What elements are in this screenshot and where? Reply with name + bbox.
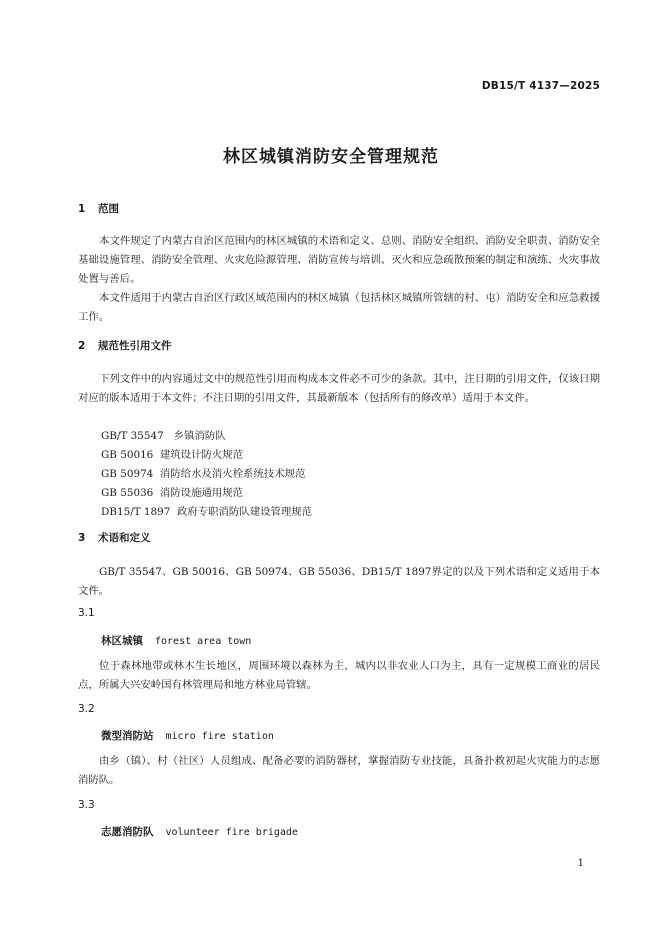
reference-code: GB 50016: [101, 449, 154, 461]
section-heading-terms: [78, 530, 151, 545]
section-title: 范围: [98, 203, 119, 215]
term-definition: 位于森林地带或林木生长地区，周围环境以森林为主，城内以非农业人口为主，具有一定规模工商业的居民点，所属大兴安岭国有林管理局和地方林业局管辖。: [78, 660, 600, 691]
section-title: 术语和定义: [98, 532, 151, 544]
term-chinese: 林区城镇: [101, 635, 143, 647]
term-entry: [101, 824, 298, 839]
section-number: 2: [78, 340, 86, 352]
references-intro-paragraph: 下列文件中的内容通过文中的规范性引用而构成本文件必不可少的条款。其中，注日期的引用文件，仅该日期对应的版本适用于本文件；不注日期的引用文件，其最新版本（包括所有的修改单）适用于本文件。: [78, 373, 600, 404]
term-definition: 由乡（镇）、村（社区）人员组成、配备必要的消防器材，掌握消防专业技能，具备扑救初起火灾能力的志愿消防队。: [78, 755, 600, 786]
term-entry: [101, 728, 274, 743]
reference-item: [101, 484, 243, 503]
section-heading-scope: [78, 201, 119, 216]
document-code: DB15/T 4137—2025: [481, 80, 600, 92]
reference-title: 消防给水及消火栓系统技术规范: [159, 468, 306, 480]
reference-code: GB/T 35547: [101, 430, 164, 442]
scope-paragraph-1: 本文件规定了内蒙古自治区范围内的林区城镇的术语和定义、总则、消防安全组织、消防安全职责、消防安全基础设施管理、消防安全管理、火灾危险源管理、消防宣传与培训、灭火和应急疏散预案的制定和演练、火灾事故处置与善后。: [78, 235, 600, 285]
scope-paragraph-2: 本文件适用于内蒙古自治区行政区域范围内的林区城镇（包括林区城镇所管辖的村、屯）消防安全和应急救援工作。: [78, 292, 600, 323]
term-english: forest area town: [155, 636, 252, 647]
term-chinese: 微型消防站: [101, 730, 154, 742]
page-number: 1: [577, 858, 584, 869]
reference-title: 消防设施通用规范: [159, 487, 244, 499]
section-number: 1: [78, 203, 86, 215]
clause-number: 3.2: [78, 703, 95, 715]
term-english: volunteer fire brigade: [165, 827, 298, 838]
reference-title: 乡镇消防队: [173, 430, 226, 442]
reference-code: GB 50974: [101, 468, 154, 480]
page-title: 林区城镇消防安全管理规范: [223, 147, 439, 167]
terms-intro-paragraph: GB/T 35547、GB 50016、GB 50974、GB 55036、DB15/T 1897界定的以及下列术语和定义适用于本文件。: [78, 566, 600, 597]
section-heading-normative-references: [78, 338, 172, 353]
section-title: 规范性引用文件: [98, 340, 172, 352]
clause-number: 3.1: [78, 607, 95, 619]
reference-title: 政府专职消防队建设管理规范: [176, 506, 313, 518]
reference-code: GB 55036: [101, 487, 154, 499]
term-english: micro fire station: [165, 731, 274, 742]
term-entry: [101, 633, 251, 648]
reference-title: 建筑设计防火规范: [159, 449, 244, 461]
reference-item: [101, 503, 312, 522]
clause-number: 3.3: [78, 799, 95, 811]
reference-item: [101, 446, 243, 465]
section-number: 3: [78, 532, 86, 544]
reference-code: DB15/T 1897: [101, 506, 171, 518]
reference-item: [101, 427, 226, 446]
term-chinese: 志愿消防队: [101, 826, 154, 838]
reference-item: [101, 465, 305, 484]
